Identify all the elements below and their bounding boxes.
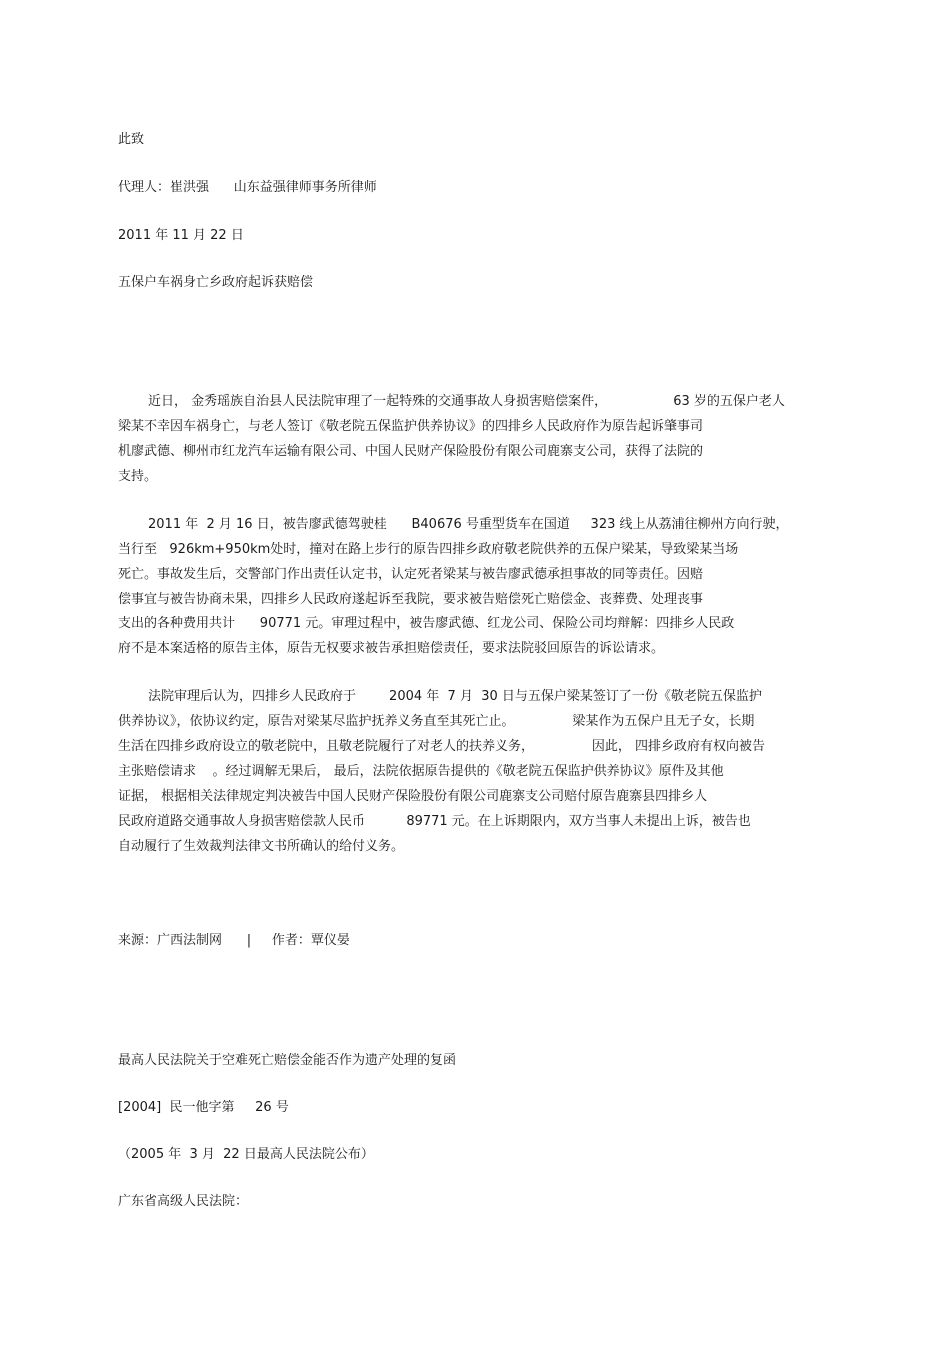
document-number: [2004] 民一他字第 26 号	[118, 1100, 289, 1115]
closing-text: 此致	[118, 132, 145, 147]
article-title: 五保户车祸身亡乡政府起诉获赔偿	[118, 275, 314, 290]
paragraph-line: 支出的各种费用共计 90771 元。审理过程中，被告廖武德、红龙公司、保险公司均辩解：四排乡人民政	[118, 616, 735, 631]
agent-line: 代理人：崔洪强 山东益强律师事务所律师	[118, 180, 377, 195]
reply-title: 最高人民法院关于空难死亡赔偿金能否作为遗产处理的复函	[118, 1053, 457, 1068]
source-line: 来源：广西法制网 | 作者：覃仪晏	[118, 933, 350, 948]
paragraph-line: 证据， 根据相关法律规定判决被告中国人民财产保险股份有限公司鹿寨支公司赔付原告鹿寨县四排乡人	[118, 789, 708, 804]
paragraph-line: 府不是本案适格的原告主体，原告无权要求被告承担赔偿责任，要求法院驳回原告的诉讼请求。	[118, 641, 665, 656]
paragraph-line: 主张赔偿请求 。经过调解无果后， 最后，法院依据原告提供的《敬老院五保监护供养协议》原件及其他	[118, 764, 724, 779]
paragraph-line: 自动履行了生效裁判法律文书所确认的给付义务。	[118, 839, 405, 854]
paragraph-line: 支持。	[118, 469, 158, 484]
paragraph-line: 偿事宜与被告协商未果，四排乡人民政府遂起诉至我院，要求被告赔偿死亡赔偿金、丧葬费、处理丧事	[118, 592, 704, 607]
paragraph-line: 2011 年 2 月 16 日，被告廖武德驾驶桂 B40676 号重型货车在国道 323 线上从荔浦往柳州方向行驶，	[148, 517, 789, 532]
paragraph-line: 当行至 926km+950km处时，撞对在路上步行的原告四排乡政府敬老院供养的五保户梁某，导致梁某当场	[118, 542, 739, 557]
addressee: 广东省高级人民法院：	[118, 1194, 249, 1209]
date-line: 2011 年 11 月 22 日	[118, 228, 244, 243]
paragraph-line: 民政府道路交通事故人身损害赔偿款人民币 89771 元。在上诉期限内，双方当事人未提出上诉，被告也	[118, 814, 751, 829]
paragraph-line: 机廖武德、柳州市红龙汽车运输有限公司、中国人民财产保险股份有限公司鹿寨支公司，获得了法院的	[118, 444, 704, 459]
paragraph-line: 近日， 金秀瑶族自治县人民法院审理了一起特殊的交通事故人身损害赔偿案件， 63 岁的五保户老人	[148, 394, 785, 409]
paragraph-line: 生活在四排乡政府设立的敬老院中，且敬老院履行了对老人的扶养义务， 因此， 四排乡政府有权向被告	[118, 739, 765, 754]
paragraph-line: 死亡。事故发生后，交警部门作出责任认定书，认定死者梁某与被告廖武德承担事故的同等责任。因赔	[118, 567, 704, 582]
paragraph-line: 梁某不幸因车祸身亡，与老人签订《敬老院五保监护供养协议》的四排乡人民政府作为原告起诉肇事司	[118, 419, 704, 434]
paragraph-line: 供养协议》，依协议约定，原告对梁某尽监护抚养义务直至其死亡止。 梁某作为五保户且无子女，长期	[118, 714, 755, 729]
paragraph-line: 法院审理后认为，四排乡人民政府于 2004 年 7 月 30 日与五保户梁某签订了一份《敬老院五保监护	[148, 689, 762, 704]
publish-note: （2005 年 3 月 22 日最高人民法院公布）	[118, 1147, 374, 1162]
